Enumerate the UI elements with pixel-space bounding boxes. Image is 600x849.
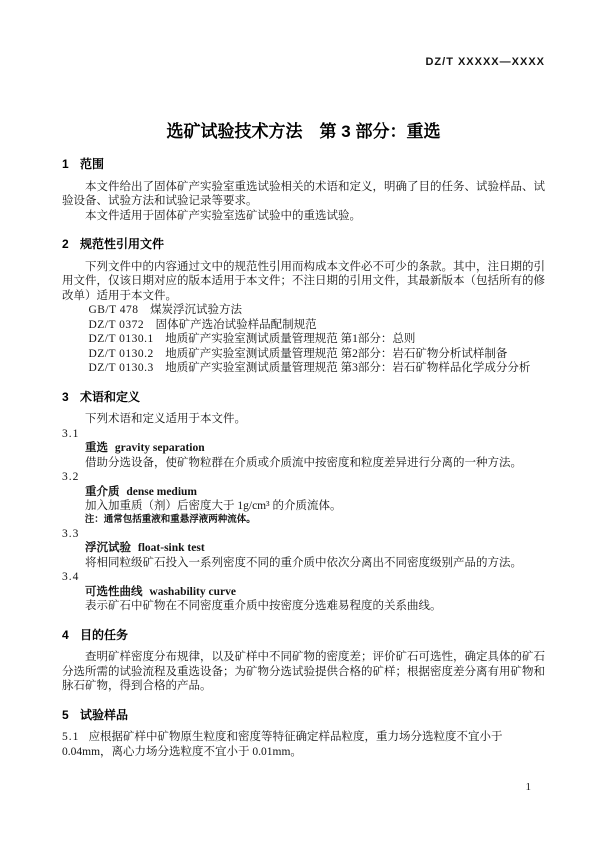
section-1-paragraph-2: 本文件适用于固体矿产实验室选矿试验中的重选试验。 xyxy=(85,209,361,222)
reference-item xyxy=(62,332,545,347)
section-4-title: 目的任务 xyxy=(79,627,128,642)
term-number: 3.2 xyxy=(62,471,80,483)
term-number: 3.1 xyxy=(62,427,80,440)
section-4-heading xyxy=(62,628,545,643)
section-2-paragraph-1: 下列文件中的内容通过文中的规范性引用而构成本文件必不可少的条款。其中，注日期的引用文件，仅该日期对应的版本适用于本文件；不注日期的引用文件，其最新版本（包括所有的修改单）适用于本文件。 xyxy=(62,260,545,302)
section-3-title: 术语和定义 xyxy=(79,389,140,404)
reference-title: 固体矿产选冶试验样品配制规范 xyxy=(155,318,317,331)
term-number: 3.4 xyxy=(62,571,80,583)
term-name-zh: 浮沉试验 xyxy=(85,542,131,554)
doc-code: DZ/T XXXXX—XXXX xyxy=(425,56,545,68)
term-name xyxy=(62,441,545,456)
reference-title: 地质矿产实验室测试质量管理规范 第3部分：岩石矿物样品化学成分分析 xyxy=(165,362,531,374)
section-3-heading xyxy=(62,390,545,405)
term-entry xyxy=(62,470,545,527)
term-name-en: dense medium xyxy=(126,485,197,498)
term-name-zh: 重介质 xyxy=(85,485,120,498)
reference-item xyxy=(62,318,545,333)
term-note: 注：通常包括重液和重悬浮液两种流体。 xyxy=(84,514,256,525)
section-1-number: 1 xyxy=(62,157,70,171)
page-number: 1 xyxy=(525,781,531,793)
section-2-title: 规范性引用文件 xyxy=(79,237,164,251)
section-4-number: 4 xyxy=(62,627,70,642)
reference-item xyxy=(62,347,545,362)
reference-item xyxy=(62,303,545,318)
section-2-number: 2 xyxy=(62,237,70,251)
clause-5-1 xyxy=(62,730,545,759)
section-4-paragraph-1: 查明矿样密度分布规律，以及矿样中不同矿物的密度差；评价矿石可选性，确定具体的矿石分选所需的试验流程及重选设备；为矿物分选试验提供合格的矿样；根据密度差分离有用矿物和脉石矿物，得到合格的产品。 xyxy=(62,651,545,692)
term-definition: 将相同粒级矿石投入一系列密度不同的重介质中依次分离出不同密度级别产品的方法。 xyxy=(85,556,522,569)
term-name xyxy=(62,485,545,500)
section-1-paragraph-1: 本文件给出了固体矿产实验室重选试验相关的术语和定义，明确了目的任务、试验样品、试验设备、试验方法和试验记录等要求。 xyxy=(62,180,545,207)
section-5-title: 试验样品 xyxy=(79,707,128,722)
term-name-zh: 可选性曲线 xyxy=(85,585,143,598)
reference-title: 地质矿产实验室测试质量管理规范 第2部分：岩石矿物分析试样制备 xyxy=(165,347,508,360)
section-1-title: 范围 xyxy=(79,157,104,171)
clause-number: 5.1 xyxy=(62,731,80,743)
term-number: 3.3 xyxy=(62,527,80,540)
reference-code: DZ/T 0130.3 xyxy=(88,362,154,374)
reference-title: 煤炭浮沉试验方法 xyxy=(150,304,243,316)
term-entry xyxy=(62,570,545,614)
term-name xyxy=(62,541,545,556)
section-5-heading xyxy=(62,708,545,723)
term-definition: 加入加重质（剂）后密度大于 1g/cm³ 的介质流体。 xyxy=(85,500,342,512)
clause-text: 应根据矿样中矿物原生粒度和密度等特征确定样品粒度，重力场分选粒度不宜小于 0.04mm，离心力场分选粒度不宜小于 0.01mm。 xyxy=(62,731,503,758)
section-2-heading xyxy=(62,237,545,252)
term-name-zh: 重选 xyxy=(85,442,108,454)
term-definition: 表示矿石中矿物在不同密度重介质中按密度分选难易程度的关系曲线。 xyxy=(85,600,442,612)
section-3-intro: 下列术语和定义适用于本文件。 xyxy=(85,413,246,425)
reference-code: GB/T 478 xyxy=(88,304,139,316)
normative-references-list xyxy=(62,303,545,376)
section-5-number: 5 xyxy=(62,707,70,722)
doc-title: 选矿试验技术方法 第 3 部分：重选 xyxy=(166,122,441,141)
term-name-en: gravity separation xyxy=(114,442,205,454)
section-3-number: 3 xyxy=(62,389,70,404)
term-entry xyxy=(62,427,545,471)
term-name-en: float-sink test xyxy=(137,542,205,554)
term-definition: 借助分选设备，使矿物粒群在介质或介质流中按密度和粒度差异进行分离的一种方法。 xyxy=(85,456,522,469)
reference-code: DZ/T 0130.2 xyxy=(88,347,154,360)
reference-title: 地质矿产实验室测试质量管理规范 第1部分：总则 xyxy=(165,333,416,345)
term-name-en: washability curve xyxy=(149,585,236,598)
reference-item xyxy=(62,361,545,376)
reference-code: DZ/T 0372 xyxy=(88,318,145,331)
section-1-heading xyxy=(62,157,545,172)
term-name xyxy=(62,585,545,600)
term-entry xyxy=(62,527,545,571)
reference-code: DZ/T 0130.1 xyxy=(88,333,154,345)
